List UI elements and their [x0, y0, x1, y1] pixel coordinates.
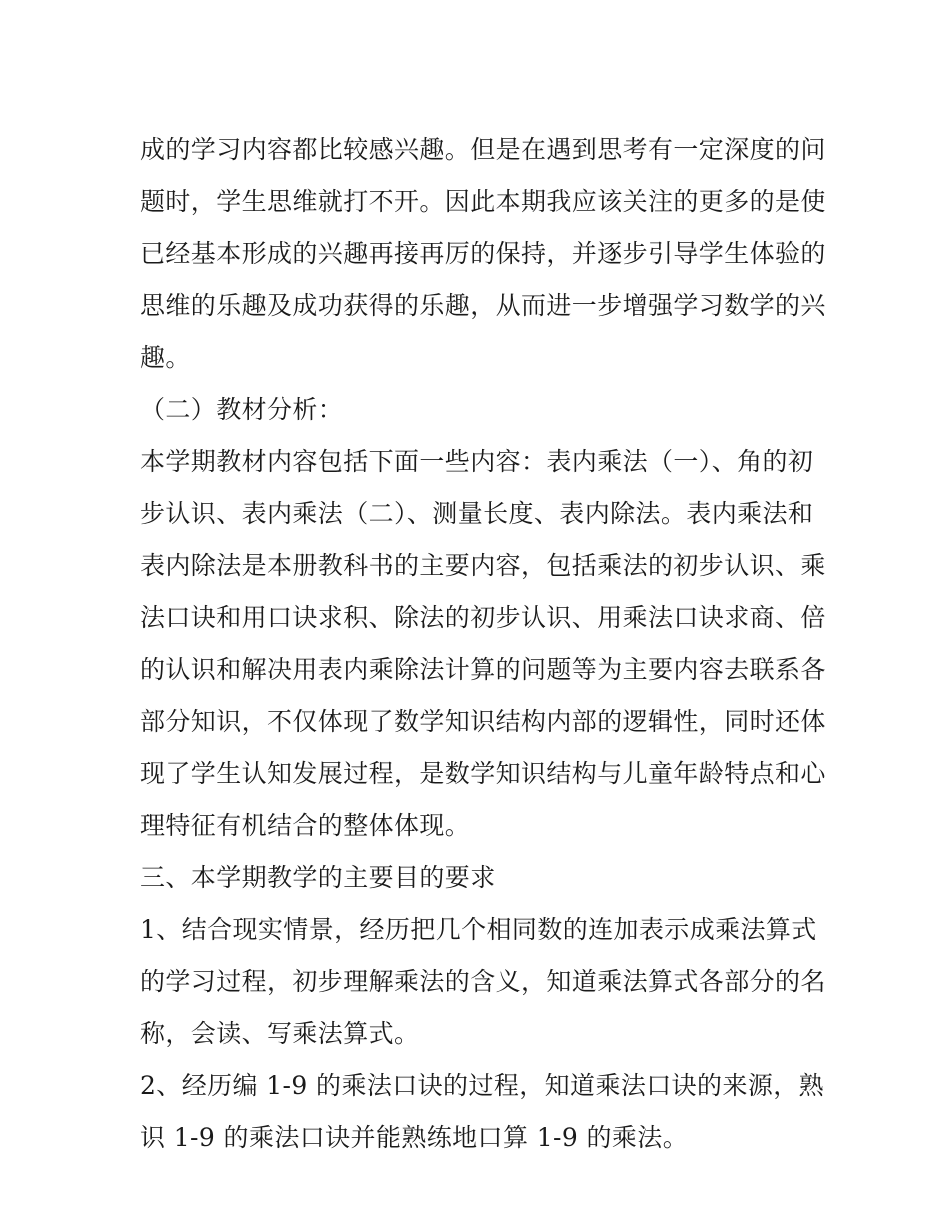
- text-line: 法口诀和用口诀求积、除法的初步认识、用乘法口诀求商、倍: [140, 603, 826, 632]
- text-line: 识 1-9 的乘法口诀并能熟练地口算 1-9 的乘法。: [140, 1123, 689, 1152]
- text-line: 的学习过程，初步理解乘法的含义，知道乘法算式各部分的名: [140, 967, 826, 996]
- text-line: 本学期教材内容包括下面一些内容：表内乘法（一）、角的初: [140, 447, 814, 476]
- text-line: 思维的乐趣及成功获得的乐趣，从而进一步增强学习数学的兴: [140, 291, 826, 320]
- text-line: 成的学习内容都比较感兴趣。但是在遇到思考有一定深度的问: [140, 135, 826, 164]
- text-line: 题时，学生思维就打不开。因此本期我应该关注的更多的是使: [140, 187, 826, 216]
- text-line: 称，会读、写乘法算式。: [140, 1019, 420, 1048]
- list-item: 1、结合现实情景，经历把几个相同数的连加表示成乘法算式: [140, 915, 817, 944]
- list-item: 2、经历编 1-9 的乘法口诀的过程，知道乘法口诀的来源，熟: [140, 1071, 825, 1100]
- text-line: 部分知识，不仅体现了数学知识结构内部的逻辑性，同时还体: [140, 707, 826, 736]
- section-heading: （二）教材分析：: [140, 395, 344, 424]
- text-line: 已经基本形成的兴趣再接再厉的保持，并逐步引导学生体验的: [140, 239, 826, 268]
- text-line: 现了学生认知发展过程，是数学知识结构与儿童年龄特点和心: [140, 759, 826, 788]
- text-line: 理特征有机结合的整体体现。: [140, 811, 471, 840]
- text-line: 的认识和解决用表内乘除法计算的问题等为主要内容去联系各: [140, 655, 826, 684]
- section-heading: 三、本学期教学的主要目的要求: [140, 863, 496, 892]
- text-line: 步认识、表内乘法（二）、测量长度、表内除法。表内乘法和: [140, 499, 814, 528]
- text-line: 趣。: [140, 343, 191, 372]
- text-line: 表内除法是本册教科书的主要内容，包括乘法的初步认识、乘: [140, 551, 826, 580]
